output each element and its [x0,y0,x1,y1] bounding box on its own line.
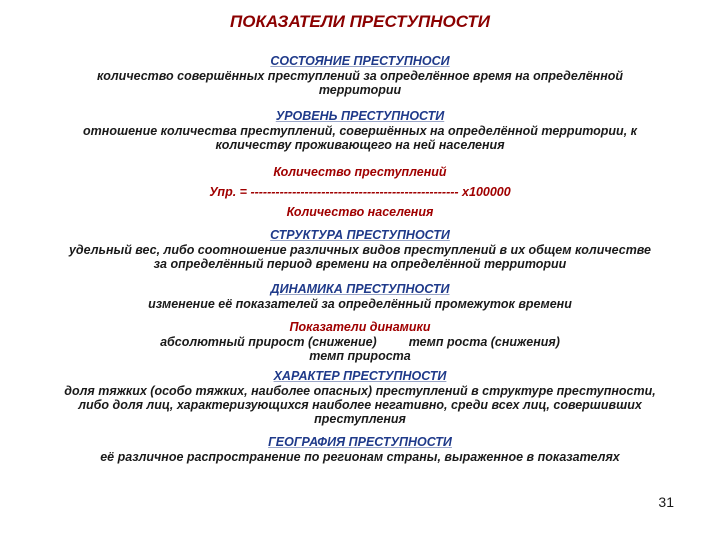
formula-prefix: Упр. = [209,185,251,199]
level-text-line-1: отношение количества преступлений, совершённых на определённой территории, к [83,124,637,138]
level-text-line-2: количеству проживающего на ней населения [215,138,505,152]
dynamics-heading: ДИНАМИКА ПРЕСТУПНОСТИ [270,282,450,296]
level-heading: УРОВЕНЬ ПРЕСТУПНОСТИ [275,109,445,123]
state-text-line-1: количество совершённых преступлений за определённое время на определённой [96,69,624,83]
formula-multiplier: х100000 [458,185,511,199]
dynamics-text-line-1: изменение её показателей за определённый промежуток времени [148,297,572,311]
dynamics-item-3: темп прироста [309,349,411,363]
section-state [30,54,690,97]
slide-title: ПОКАЗАТЕЛИ ПРЕСТУПНОСТИ [230,12,490,31]
formula-numerator: Количество преступлений [273,165,447,179]
structure-text-line-1: удельный вес, либо соотношение различных видов преступлений в их общем количестве [68,243,651,257]
dynamics-sub-heading: Показатели динамики [289,320,431,334]
geography-text-line-1: её различное распространение по регионам страны, выраженное в показателях [100,450,620,464]
formula-line [150,182,570,202]
state-heading: СОСТОЯНИЕ ПРЕСТУПНОСИ [270,54,450,68]
section-geography [30,435,690,464]
formula-denominator: Количество населения [286,205,434,219]
character-text-line-2: либо доля лиц, характеризующихся наиболее негативно, среди всех лиц, совершивших [78,398,642,412]
character-text-line-3: преступления [314,412,406,426]
section-structure [30,228,690,271]
state-text-line-2: территории [318,83,402,97]
section-dynamics [30,282,690,311]
dynamics-row [30,335,690,349]
formula-dashes: -------------------------------------------------- [250,185,459,199]
dynamics-item-2: темп роста (снижения) [408,335,560,349]
structure-text-line-2: за определённый период времени на определённой территории [153,257,567,271]
structure-heading: СТРУКТУРА ПРЕСТУПНОСТИ [270,228,450,242]
section-character [30,369,690,426]
section-level [30,109,690,152]
character-text-line-1: доля тяжких (особо тяжких, наиболее опасных) преступлений в структуре преступности, [64,384,656,398]
geography-heading: ГЕОГРАФИЯ ПРЕСТУПНОСТИ [268,435,452,449]
character-heading: ХАРАКТЕР ПРЕСТУПНОСТИ [273,369,447,383]
dynamics-item-1: абсолютный прирост (снижение) [160,335,377,349]
page-number: 31 [658,494,674,510]
level-formula [150,162,570,222]
dynamics-indicators [30,320,690,363]
